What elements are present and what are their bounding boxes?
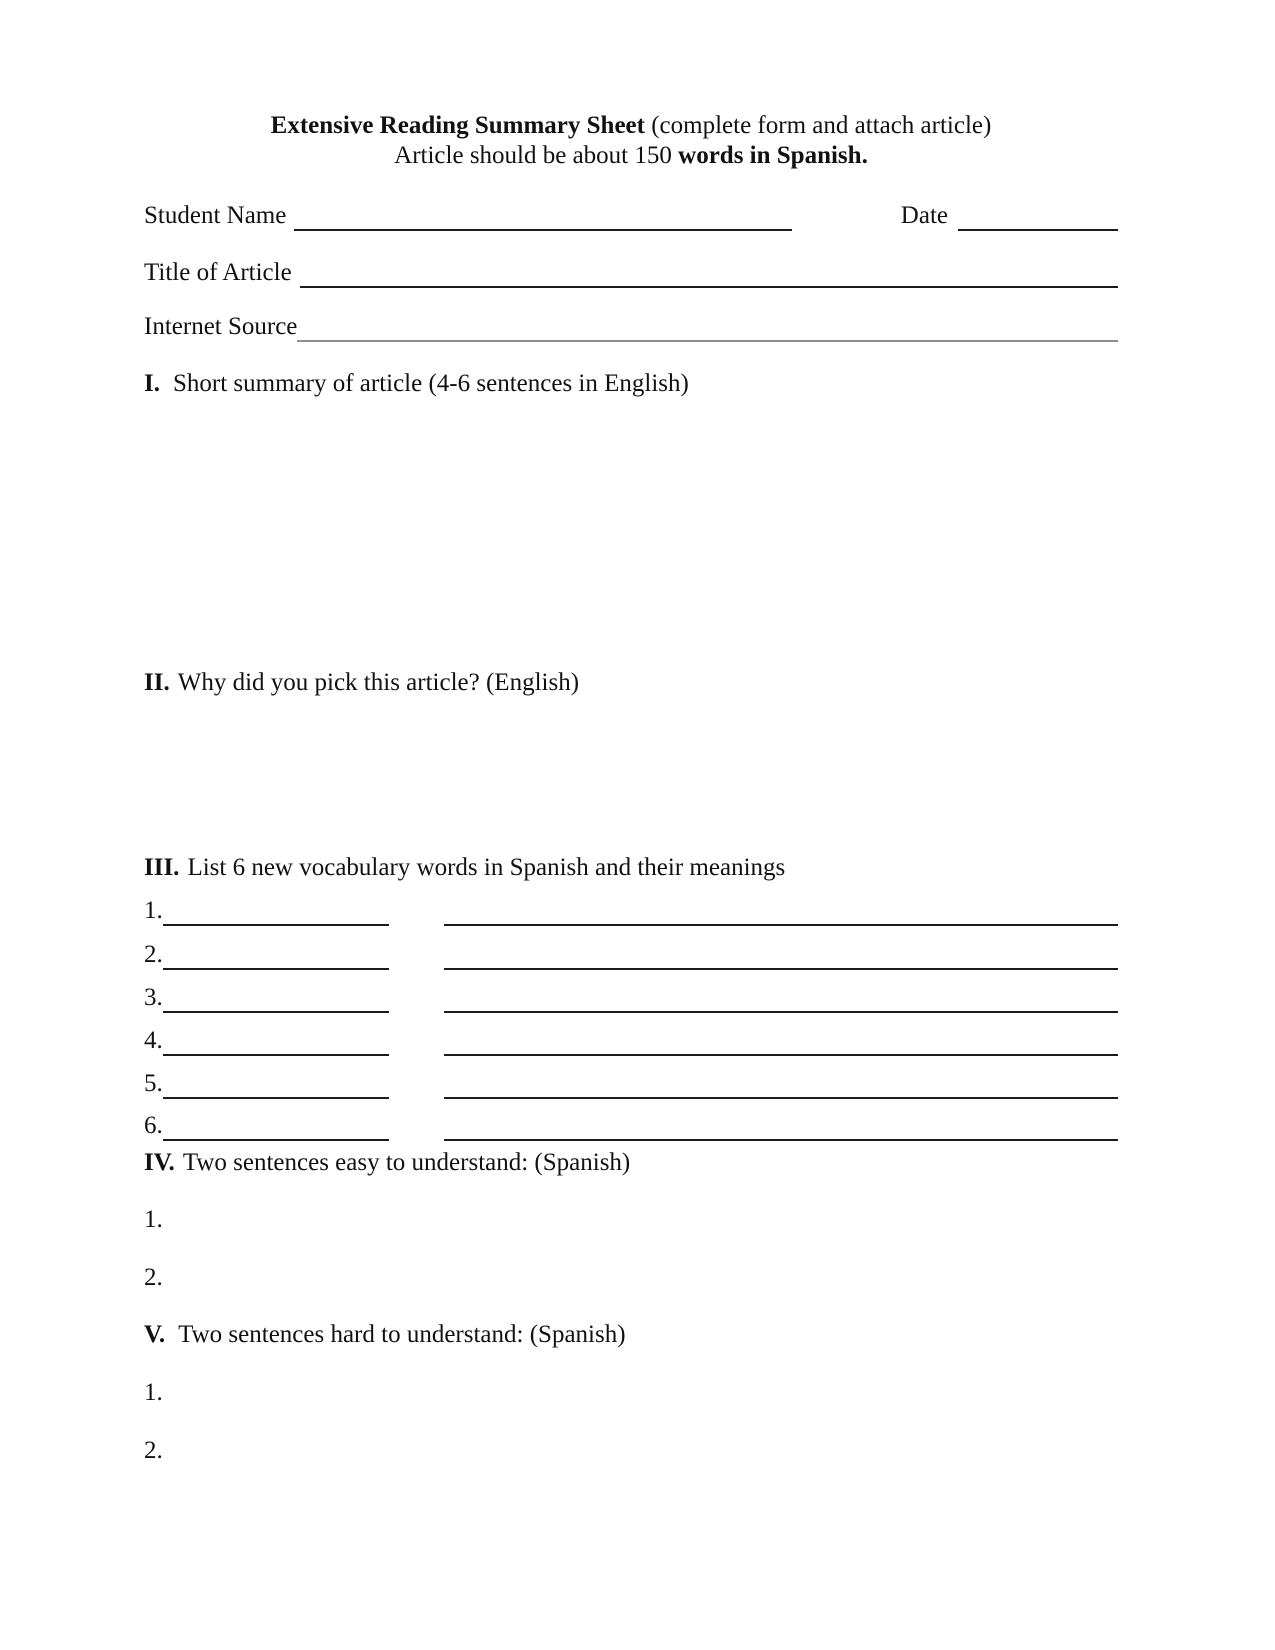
section-iii-numeral: III.: [144, 854, 180, 881]
section-iv-heading: [144, 1148, 1118, 1178]
vocab-word-blank-5: [163, 1073, 389, 1099]
vocab-number-1: 1.: [144, 897, 163, 924]
date-blank-line: [958, 205, 1118, 231]
vocab-row-4: [144, 1026, 1118, 1056]
internet-source-label: Internet Source: [144, 313, 298, 340]
section-v-item-2-number: 2.: [144, 1437, 163, 1464]
section-iii-heading: [144, 853, 1118, 883]
title-of-article-blank-line: [300, 262, 1118, 288]
vocab-row-3: [144, 983, 1118, 1013]
vocab-number-3: 3.: [144, 984, 163, 1011]
vocab-number-5: 5.: [144, 1070, 163, 1097]
section-v-text: Two sentences hard to understand: (Spanish): [178, 1321, 626, 1348]
section-iv-numeral: IV.: [144, 1149, 175, 1176]
vocab-word-blank-1: [163, 900, 389, 926]
student-name-date-row: [144, 201, 1118, 231]
vocab-number-4: 4.: [144, 1027, 163, 1054]
student-name-blank-line: [294, 205, 792, 231]
internet-source-blank-line: [297, 316, 1118, 342]
vocab-meaning-blank-3: [444, 987, 1118, 1013]
section-i-text: Short summary of article (4-6 sentences in English): [172, 370, 689, 397]
section-v-numeral: V.: [144, 1321, 166, 1348]
vocab-meaning-blank-4: [444, 1030, 1118, 1056]
section-iv-item-2: [144, 1263, 1118, 1293]
section-v-item-1: [144, 1378, 1118, 1408]
section-ii-text: Why did you pick this article? (English): [177, 669, 580, 696]
student-name-label: Student Name: [144, 202, 287, 229]
vocab-meaning-blank-6: [444, 1115, 1118, 1141]
section-v-heading: [144, 1320, 1118, 1350]
form-title-line2: [144, 141, 1118, 171]
vocab-meaning-blank-5: [444, 1073, 1118, 1099]
form-subtitle-normal: Article should be about 150: [394, 142, 679, 169]
section-iv-item-2-number: 2.: [144, 1264, 163, 1291]
vocab-row-2: [144, 940, 1118, 970]
section-v-item-2: [144, 1436, 1118, 1466]
vocab-number-2: 2.: [144, 941, 163, 968]
vocab-row-6: [144, 1111, 1118, 1141]
section-iv-text: Two sentences easy to understand: (Spanish): [182, 1149, 631, 1176]
form-title-line1: [144, 111, 1118, 141]
form-subtitle-bold: words in Spanish.: [678, 142, 868, 169]
date-label: Date: [900, 202, 948, 229]
section-iv-item-1-number: 1.: [144, 1206, 163, 1233]
vocab-meaning-blank-2: [444, 944, 1118, 970]
vocab-row-1: [144, 896, 1118, 926]
vocab-number-6: 6.: [144, 1112, 163, 1139]
section-i-numeral: I.: [144, 370, 160, 397]
title-of-article-row: [144, 258, 1118, 288]
section-iii-text: List 6 new vocabulary words in Spanish and their meanings: [187, 854, 786, 881]
section-ii-heading: [144, 668, 1118, 698]
vocab-word-blank-4: [163, 1030, 389, 1056]
vocab-word-blank-3: [163, 987, 389, 1013]
vocab-word-blank-2: [163, 944, 389, 970]
section-i-heading: [144, 369, 1118, 399]
section-ii-numeral: II.: [144, 669, 170, 696]
title-of-article-label: Title of Article: [144, 259, 292, 286]
vocab-row-5: [144, 1069, 1118, 1099]
internet-source-row: [144, 312, 1118, 342]
form-title-main: Extensive Reading Summary Sheet: [270, 112, 645, 139]
vocab-word-blank-6: [163, 1115, 389, 1141]
section-iv-item-1: [144, 1205, 1118, 1235]
vocab-meaning-blank-1: [444, 900, 1118, 926]
form-title-instruction: (complete form and attach article): [644, 112, 992, 139]
section-v-item-1-number: 1.: [144, 1379, 163, 1406]
